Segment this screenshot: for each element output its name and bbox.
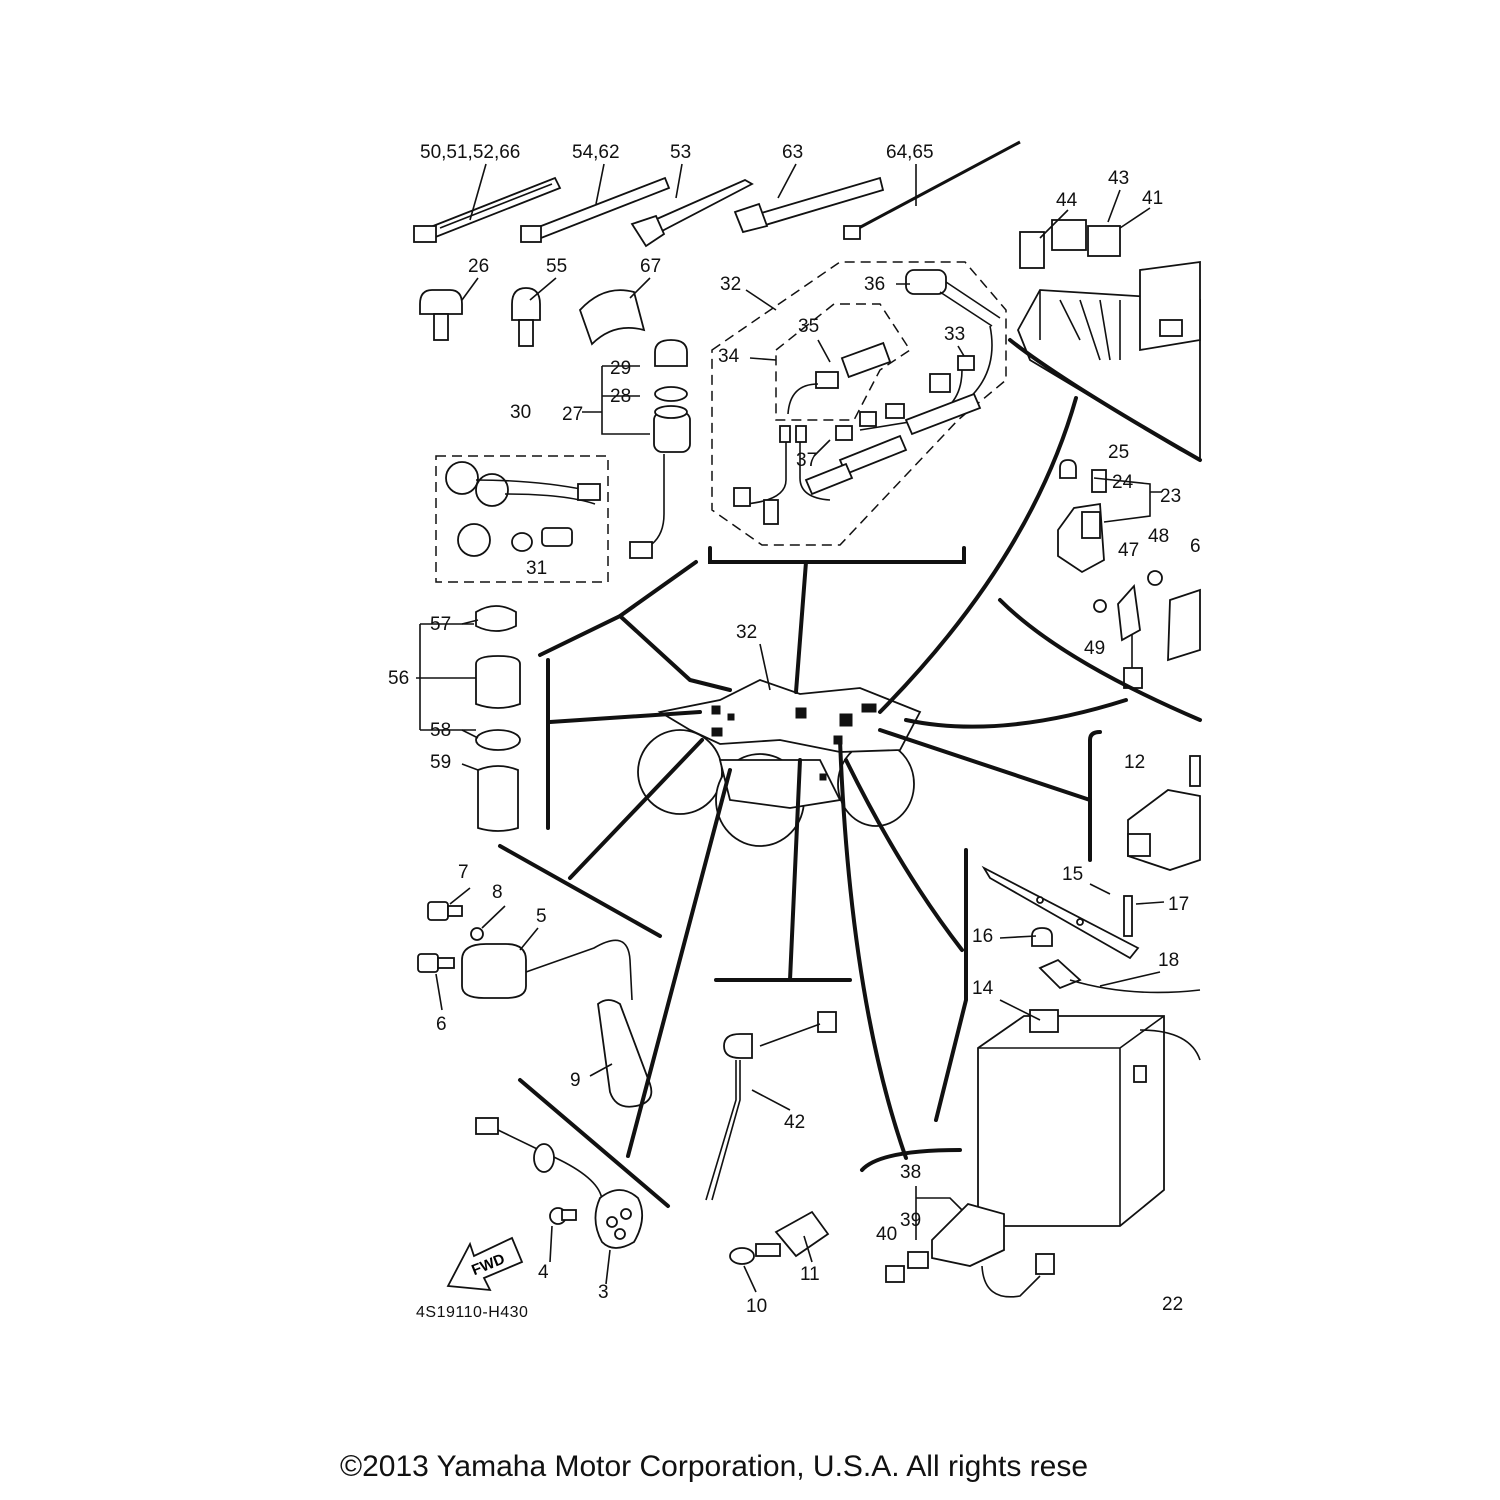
callout: 26	[468, 256, 490, 277]
oil-sensor-42	[706, 1012, 836, 1200]
callout: 63	[782, 142, 804, 163]
callout: 7	[458, 862, 469, 883]
fuse-box-assembly	[1018, 220, 1200, 460]
callout: 27	[562, 404, 584, 425]
callout: 42	[784, 1112, 806, 1133]
starter-relay	[1058, 460, 1106, 572]
callout: 14	[972, 978, 994, 999]
copyright-notice: ©2013 Yamaha Motor Corporation, U.S.A. All rights rese	[340, 1450, 1089, 1483]
dc-socket-assembly	[476, 606, 520, 831]
pickup-coil-group	[476, 1118, 642, 1248]
callout: 18	[1158, 950, 1180, 971]
callout: 47	[1118, 540, 1140, 561]
callout: 30	[510, 402, 532, 423]
callout: 40	[876, 1224, 898, 1245]
callout: 12	[1124, 752, 1146, 773]
headlight-sockets	[446, 462, 600, 556]
callout: 38	[900, 1162, 922, 1183]
callout: 23	[1160, 486, 1182, 507]
cable-tie-wide	[735, 178, 883, 232]
callout: 29	[610, 358, 632, 379]
callout: 34	[718, 346, 740, 367]
callout: 50,51,52,66	[420, 142, 521, 163]
callout: 57	[430, 614, 452, 635]
callout: 6	[1190, 536, 1201, 557]
callout: 55	[546, 256, 568, 277]
callout: 22	[1162, 1294, 1184, 1315]
callout: 41	[1142, 188, 1164, 209]
callout: 32	[736, 622, 758, 643]
callout: 11	[800, 1264, 820, 1285]
fwd-label: FWD	[469, 1250, 508, 1280]
callout: 31	[526, 558, 548, 579]
callout: 25	[1108, 442, 1130, 463]
clip-26	[420, 290, 462, 340]
callout: 35	[798, 316, 820, 337]
callout: 6	[436, 1014, 447, 1035]
callout: 48	[1148, 526, 1170, 547]
callout: 54,62	[572, 142, 620, 163]
callout: 4	[538, 1262, 549, 1283]
callout: 5	[536, 906, 547, 927]
relay-47-group	[1094, 571, 1200, 688]
callout: 8	[492, 882, 503, 903]
callout: 67	[640, 256, 662, 277]
fwd-arrow	[448, 1238, 522, 1290]
main-switch-assembly	[630, 340, 690, 558]
callout: 59	[430, 752, 452, 773]
rectifier-regulator	[1128, 756, 1200, 870]
part-code: 4S19110-H430	[416, 1304, 529, 1321]
callout: 28	[610, 386, 632, 407]
clip-55	[512, 288, 540, 346]
callout: 64,65	[886, 142, 934, 163]
callout: 43	[1108, 168, 1130, 189]
callout: 37	[796, 450, 818, 471]
neutral-switch-group	[730, 1212, 828, 1264]
clip-67	[580, 290, 644, 344]
callout: 17	[1168, 894, 1190, 915]
callout: 15	[1062, 864, 1084, 885]
battery-group	[978, 868, 1200, 1226]
callout: 44	[1056, 190, 1078, 211]
callout: 36	[864, 274, 886, 295]
callout: 24	[1112, 472, 1134, 493]
callout: 9	[570, 1070, 581, 1091]
callout: 56	[388, 668, 410, 689]
callout: 49	[1084, 638, 1106, 659]
callout: 53	[670, 142, 692, 163]
callout: 32	[720, 274, 742, 295]
callout: 39	[900, 1210, 922, 1231]
callout: 58	[430, 720, 452, 741]
callout: 33	[944, 324, 966, 345]
callout: 3	[598, 1282, 609, 1303]
callout: 16	[972, 926, 994, 947]
callout: 10	[746, 1296, 768, 1317]
